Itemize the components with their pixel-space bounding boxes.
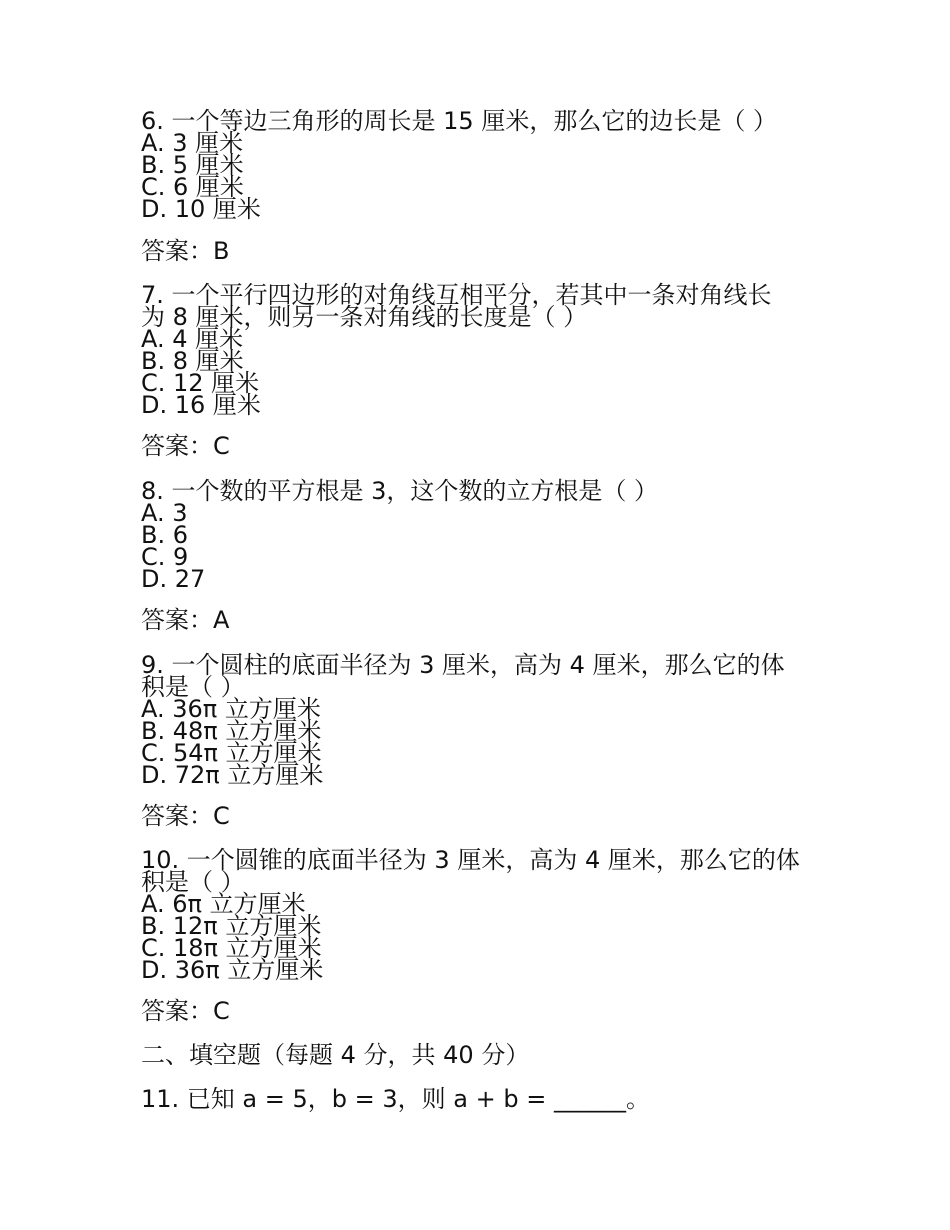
question-7 xyxy=(141,281,821,419)
option-b: B. 48π 立方厘米 xyxy=(141,717,322,745)
question-8 xyxy=(141,477,821,593)
question-stem-line-1: 9. 一个圆柱的底面半径为 3 厘米，高为 4 厘米，那么它的体 xyxy=(141,651,785,679)
option-d: D. 36π 立方厘米 xyxy=(141,956,324,984)
fill-question-11: 11. 已知 a = 5，b = 3，则 a + b = ______。 xyxy=(141,1085,650,1113)
option-d: D. 72π 立方厘米 xyxy=(141,761,324,789)
option-a: A. 3 xyxy=(141,499,188,527)
section-heading: 二、填空题（每题 4 分，共 40 分） xyxy=(141,1041,530,1069)
option-a: A. 3 厘米 xyxy=(141,129,244,157)
option-b: B. 5 厘米 xyxy=(141,151,244,179)
option-b: B. 8 厘米 xyxy=(141,347,244,375)
answer-7: 答案：C xyxy=(141,432,230,460)
option-a: A. 6π 立方厘米 xyxy=(141,890,306,918)
option-c: C. 6 厘米 xyxy=(141,173,244,201)
option-b: B. 12π 立方厘米 xyxy=(141,912,322,940)
option-c: C. 9 xyxy=(141,543,189,571)
question-stem-line-1: 7. 一个平行四边形的对角线互相平分，若其中一条对角线长 xyxy=(141,281,772,309)
option-a: A. 4 厘米 xyxy=(141,325,244,353)
question-stem: 6. 一个等边三角形的周长是 15 厘米，那么它的边长是（ ） xyxy=(141,107,777,135)
option-c: C. 12 厘米 xyxy=(141,369,260,397)
question-9 xyxy=(141,651,821,789)
option-c: C. 54π 立方厘米 xyxy=(141,739,322,767)
option-b: B. 6 xyxy=(141,521,188,549)
question-10 xyxy=(141,846,821,984)
question-stem-line-1: 10. 一个圆锥的底面半径为 3 厘米，高为 4 厘米，那么它的体 xyxy=(141,846,800,874)
answer-9: 答案：C xyxy=(141,802,230,830)
option-c: C. 18π 立方厘米 xyxy=(141,934,322,962)
answer-6: 答案：B xyxy=(141,237,230,265)
option-d: D. 27 xyxy=(141,565,206,593)
question-stem-line-2: 积是（ ） xyxy=(141,868,245,896)
option-d: D. 16 厘米 xyxy=(141,391,261,419)
question-stem-line-2: 为 8 厘米，则另一条对角线的长度是（ ） xyxy=(141,303,588,331)
answer-8: 答案：A xyxy=(141,606,230,634)
question-stem-line-2: 积是（ ） xyxy=(141,673,245,701)
question-6 xyxy=(141,107,821,223)
option-a: A. 36π 立方厘米 xyxy=(141,695,321,723)
answer-10: 答案：C xyxy=(141,997,230,1025)
option-d: D. 10 厘米 xyxy=(141,195,261,223)
question-stem: 8. 一个数的平方根是 3，这个数的立方根是（ ） xyxy=(141,477,659,505)
